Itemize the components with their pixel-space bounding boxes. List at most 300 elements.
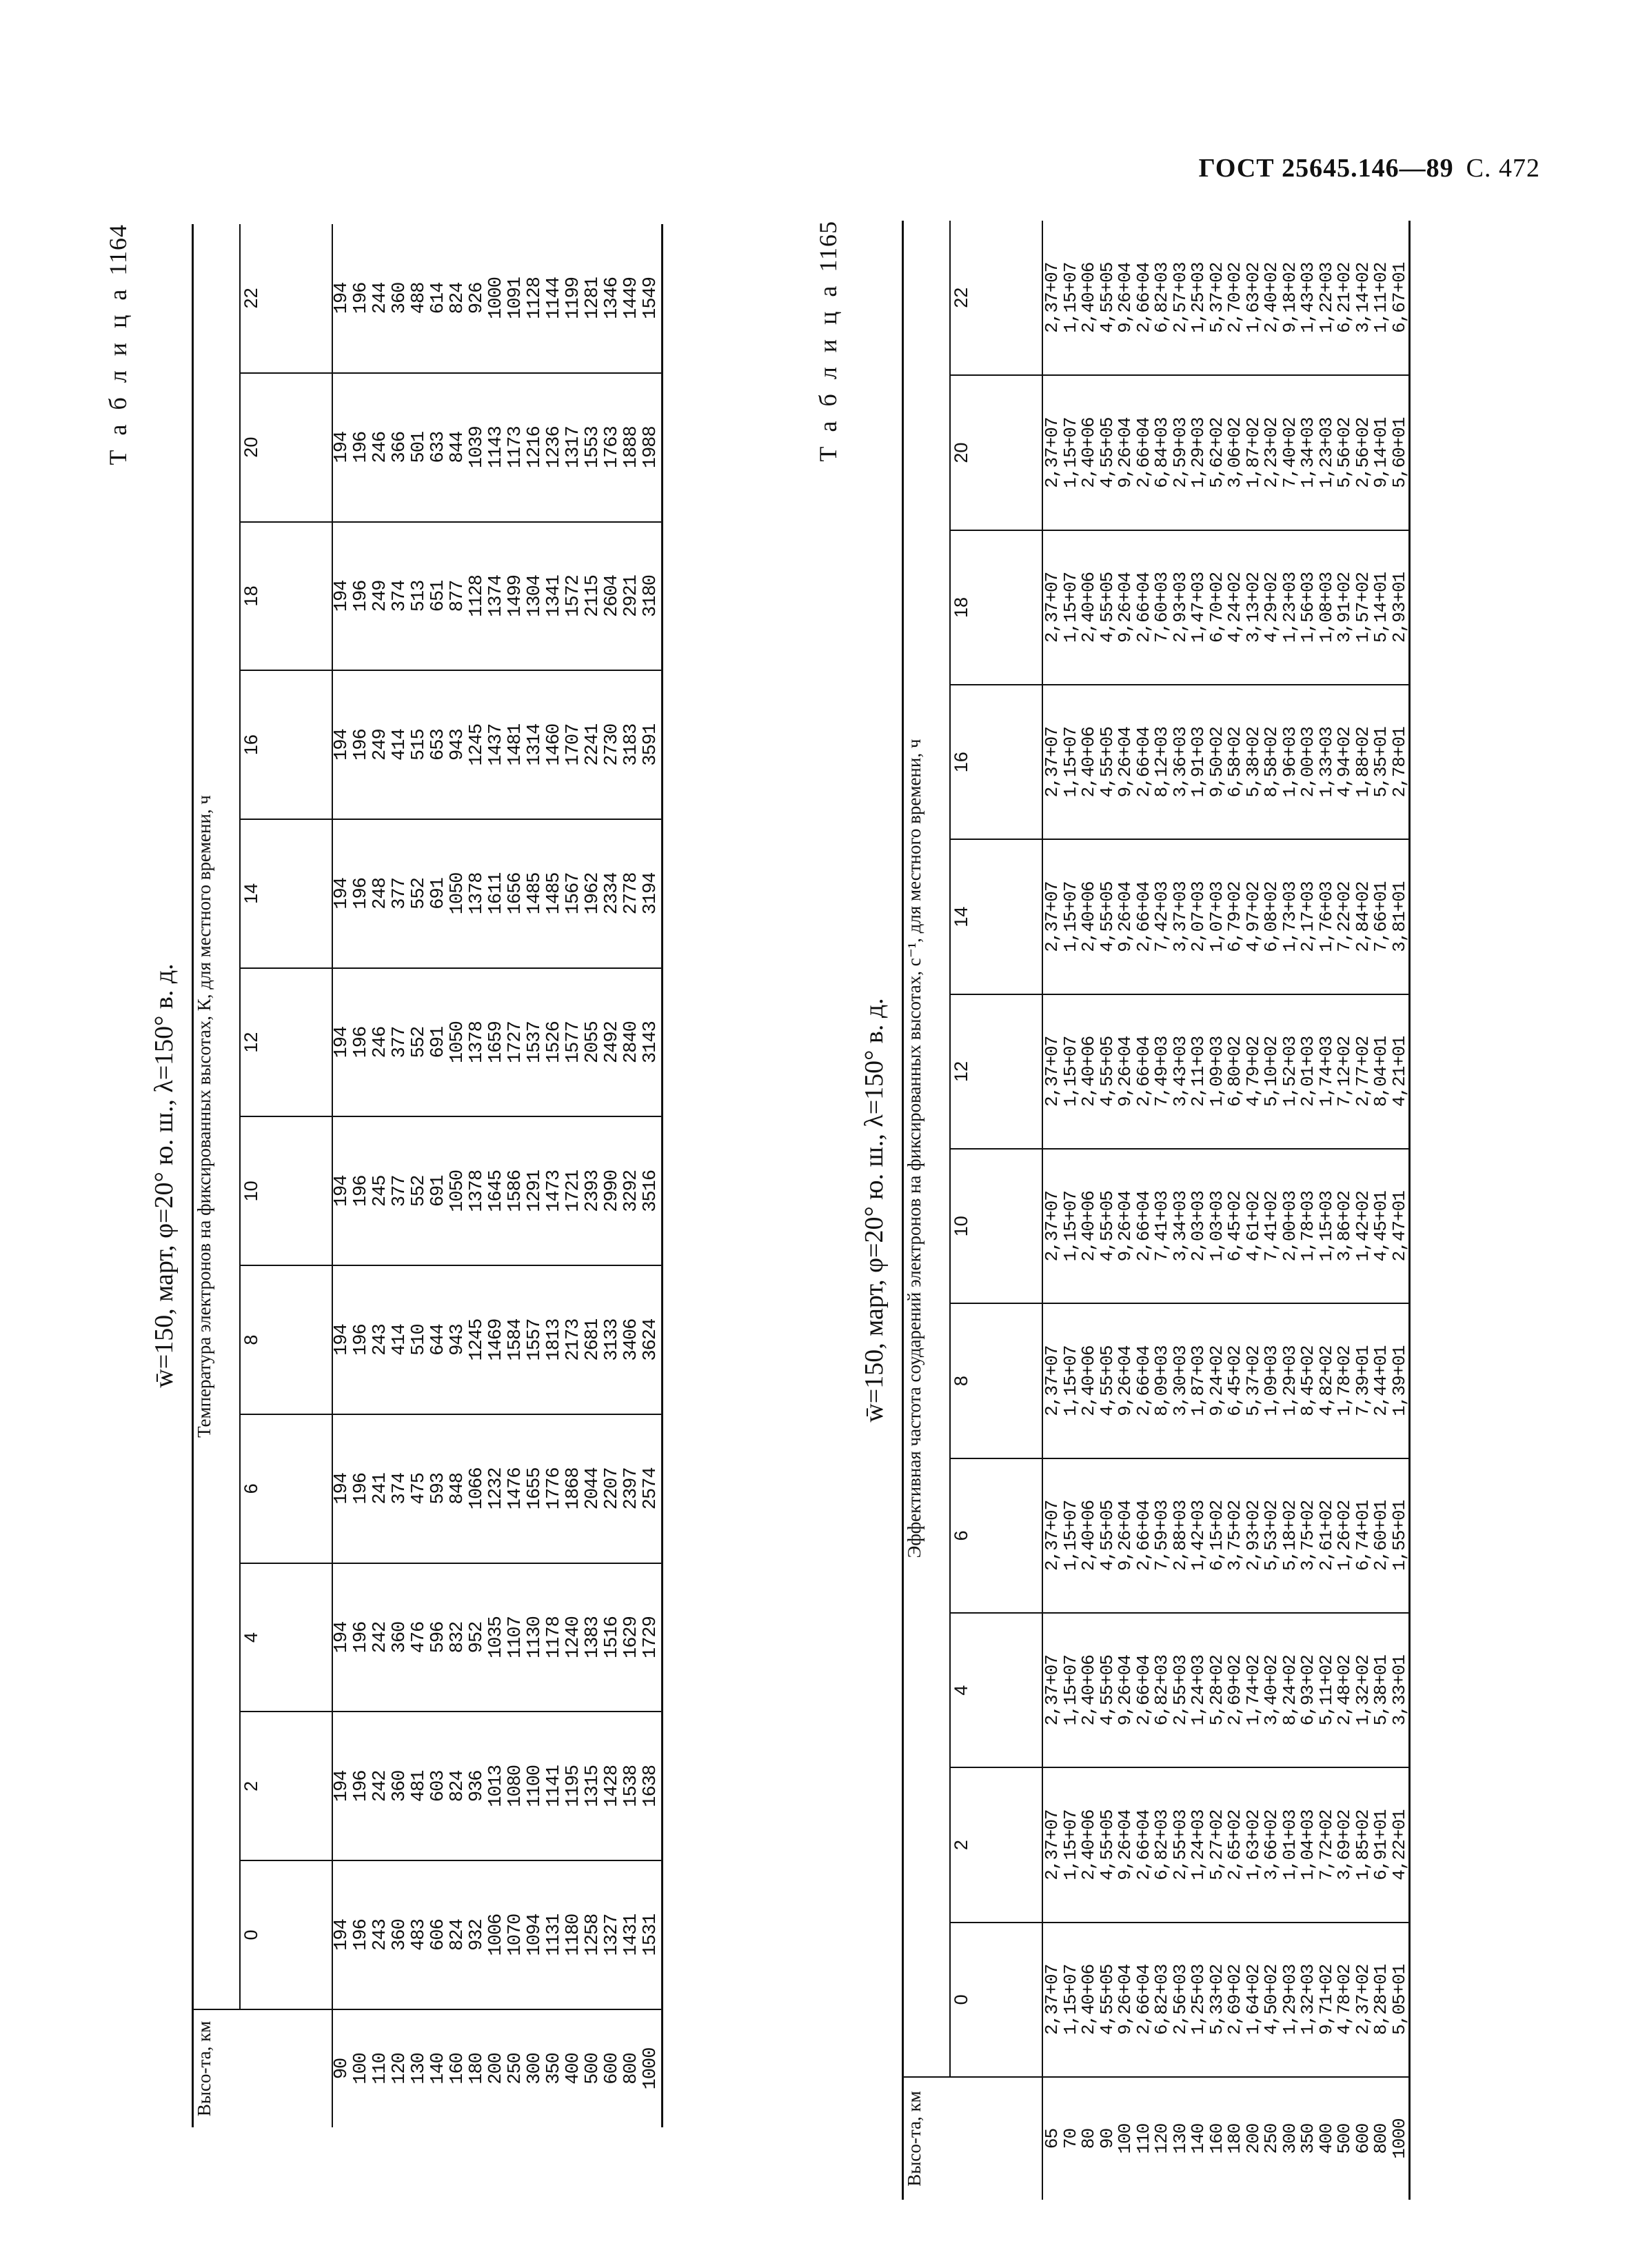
value-cell: 1,15+07 bbox=[1060, 417, 1081, 488]
value-cell: 2,07+03 bbox=[1188, 881, 1209, 952]
value-cell: 2055 bbox=[583, 1021, 603, 1064]
value-cell: 5,38+02 bbox=[1242, 727, 1264, 798]
value-cell: 4,61+02 bbox=[1242, 1191, 1264, 1262]
value-cell: 1232 bbox=[486, 1467, 507, 1510]
time-column-header: 14 bbox=[240, 819, 332, 968]
time-column-header: 20 bbox=[950, 375, 1042, 530]
value-cell: 7,60+03 bbox=[1151, 572, 1172, 643]
value-column bbox=[332, 224, 663, 373]
value-cell: 2,40+06 bbox=[1078, 262, 1099, 333]
value-cell: 3516 bbox=[640, 1170, 661, 1212]
value-cell: 9,26+04 bbox=[1115, 1345, 1135, 1416]
value-cell: 2,56+02 bbox=[1352, 417, 1373, 488]
value-cell: 1173 bbox=[505, 426, 526, 469]
value-cell: 2,40+06 bbox=[1078, 1655, 1099, 1726]
value-cell: 360 bbox=[390, 282, 410, 314]
value-cell: 6,84+03 bbox=[1151, 417, 1172, 488]
value-cell: 194 bbox=[332, 1770, 352, 1803]
value-cell: 501 bbox=[409, 431, 430, 463]
height-cell: 1000 bbox=[1388, 2118, 1410, 2159]
value-cell: 2,40+06 bbox=[1078, 417, 1099, 488]
value-cell: 1,15+07 bbox=[1060, 572, 1081, 643]
time-column-header: 14 bbox=[950, 839, 1042, 994]
value-cell: 1341 bbox=[544, 575, 565, 617]
value-cell: 6,91+01 bbox=[1371, 1809, 1391, 1880]
value-cell: 1,76+03 bbox=[1315, 881, 1337, 952]
height-cell: 160 bbox=[1206, 2123, 1227, 2154]
value-cell: 9,26+04 bbox=[1115, 1500, 1135, 1572]
value-cell: 1485 bbox=[525, 872, 545, 915]
value-cell: 2,66+04 bbox=[1133, 1655, 1154, 1726]
value-cell: 510 bbox=[409, 1324, 430, 1356]
value-cell: 1,11+02 bbox=[1371, 262, 1391, 333]
value-cell: 1236 bbox=[544, 426, 565, 469]
height-cell: 250 bbox=[1261, 2123, 1282, 2154]
value-cell: 824 bbox=[447, 1919, 468, 1951]
value-cell: 377 bbox=[390, 1175, 410, 1207]
value-cell: 2241 bbox=[583, 723, 603, 766]
value-cell: 6,45+02 bbox=[1224, 1191, 1245, 1262]
value-cell: 1094 bbox=[525, 1914, 545, 1956]
value-cell: 1,24+03 bbox=[1188, 1655, 1209, 1726]
value-cell: 5,11+02 bbox=[1315, 1655, 1337, 1726]
value-cell: 1549 bbox=[640, 277, 661, 319]
value-column bbox=[1042, 1303, 1410, 1458]
value-cell: 1,57+02 bbox=[1352, 572, 1373, 643]
value-cell: 2,40+06 bbox=[1078, 572, 1099, 643]
value-cell: 2,37+07 bbox=[1042, 417, 1062, 488]
value-cell: 243 bbox=[370, 1919, 391, 1951]
value-cell: 1,29+03 bbox=[1279, 1345, 1300, 1416]
data-table bbox=[902, 221, 1411, 2200]
value-cell: 1707 bbox=[563, 723, 584, 766]
value-column bbox=[332, 968, 663, 1117]
value-cell: 3,69+02 bbox=[1334, 1809, 1355, 1880]
value-cell: 1291 bbox=[525, 1170, 545, 1212]
value-cell: 2,69+02 bbox=[1224, 1964, 1245, 2036]
value-cell: 1888 bbox=[621, 426, 642, 469]
value-cell: 196 bbox=[351, 1175, 372, 1207]
value-cell: 3,06+02 bbox=[1224, 417, 1245, 488]
value-cell: 1,15+07 bbox=[1060, 881, 1081, 952]
time-column-header: 18 bbox=[950, 530, 1042, 685]
value-cell: 5,33+02 bbox=[1206, 1964, 1227, 2036]
value-cell: 952 bbox=[467, 1621, 487, 1654]
value-cell: 488 bbox=[409, 282, 430, 314]
value-cell: 196 bbox=[351, 878, 372, 910]
value-cell: 5,27+02 bbox=[1206, 1809, 1227, 1880]
value-cell: 2,65+02 bbox=[1224, 1809, 1245, 1880]
time-column-header: 4 bbox=[950, 1613, 1042, 1767]
value-cell: 1317 bbox=[563, 426, 584, 469]
value-column bbox=[1042, 1149, 1410, 1303]
value-cell: 3624 bbox=[640, 1318, 661, 1361]
value-cell: 2,00+03 bbox=[1297, 727, 1318, 798]
value-cell: 6,58+02 bbox=[1224, 727, 1245, 798]
value-cell: 1,25+03 bbox=[1188, 1964, 1209, 2036]
value-cell: 2604 bbox=[602, 575, 623, 617]
table-caption bbox=[814, 221, 842, 461]
height-cell: 600 bbox=[602, 2053, 623, 2085]
value-cell: 3591 bbox=[640, 723, 661, 766]
value-cell: 4,50+02 bbox=[1261, 1964, 1282, 2036]
value-cell: 6,70+02 bbox=[1206, 572, 1227, 643]
value-cell: 1,85+02 bbox=[1352, 1809, 1373, 1880]
height-cell: 120 bbox=[390, 2053, 410, 2085]
value-cell: 1,63+02 bbox=[1242, 1809, 1264, 1880]
value-cell: 1431 bbox=[621, 1914, 642, 1956]
height-cell: 80 bbox=[1078, 2128, 1099, 2149]
value-cell: 1473 bbox=[544, 1170, 565, 1212]
value-cell: 1638 bbox=[640, 1765, 661, 1807]
time-column-header: 12 bbox=[950, 994, 1042, 1149]
height-cell: 130 bbox=[1169, 2123, 1191, 2154]
value-cell: 248 bbox=[370, 878, 391, 910]
value-cell: 5,62+02 bbox=[1206, 417, 1227, 488]
value-cell: 1,25+03 bbox=[1188, 262, 1209, 333]
value-cell: 1813 bbox=[544, 1318, 565, 1361]
value-cell: 2,40+02 bbox=[1261, 262, 1282, 333]
value-cell: 3,81+01 bbox=[1388, 881, 1410, 952]
value-cell: 475 bbox=[409, 1473, 430, 1505]
value-cell: 194 bbox=[332, 878, 352, 910]
value-column bbox=[332, 1265, 663, 1414]
value-cell: 1437 bbox=[486, 723, 507, 766]
value-cell: 2173 bbox=[563, 1318, 584, 1361]
value-cell: 8,45+02 bbox=[1297, 1345, 1318, 1416]
value-cell: 691 bbox=[428, 1175, 449, 1207]
height-cell: 600 bbox=[1352, 2123, 1373, 2154]
value-cell: 1314 bbox=[525, 723, 545, 766]
value-cell: 360 bbox=[390, 1621, 410, 1654]
value-cell: 6,93+02 bbox=[1297, 1655, 1318, 1726]
value-cell: 9,26+04 bbox=[1115, 572, 1135, 643]
value-column bbox=[1042, 994, 1410, 1149]
value-cell: 1131 bbox=[544, 1914, 565, 1956]
value-cell: 603 bbox=[428, 1770, 449, 1803]
value-cell: 3,66+02 bbox=[1261, 1809, 1282, 1880]
value-cell: 481 bbox=[409, 1770, 430, 1803]
value-cell: 2,40+06 bbox=[1078, 1500, 1099, 1572]
value-cell: 1476 bbox=[505, 1467, 526, 1510]
value-cell: 877 bbox=[447, 580, 468, 612]
height-cell: 200 bbox=[486, 2053, 507, 2085]
time-column-header: 22 bbox=[950, 221, 1042, 375]
value-cell: 9,14+01 bbox=[1371, 417, 1391, 488]
value-cell: 2,37+07 bbox=[1042, 1191, 1062, 1262]
value-cell: 3,13+02 bbox=[1242, 572, 1264, 643]
value-cell: 3,43+03 bbox=[1169, 1036, 1191, 1107]
value-cell: 1216 bbox=[525, 426, 545, 469]
value-cell: 1,96+03 bbox=[1279, 727, 1300, 798]
value-cell: 1,87+03 bbox=[1188, 1345, 1209, 1416]
value-cell: 1,15+07 bbox=[1060, 1500, 1081, 1572]
height-cell: 1000 bbox=[640, 2047, 661, 2090]
value-cell: 2,37+07 bbox=[1042, 262, 1062, 333]
value-cell: 2,40+06 bbox=[1078, 1345, 1099, 1416]
value-cell: 7,41+02 bbox=[1261, 1191, 1282, 1262]
value-cell: 2334 bbox=[602, 872, 623, 915]
value-cell: 1,34+03 bbox=[1297, 417, 1318, 488]
value-cell: 196 bbox=[351, 1621, 372, 1654]
value-cell: 2,37+07 bbox=[1042, 1036, 1062, 1107]
value-cell: 9,26+04 bbox=[1115, 1809, 1135, 1880]
value-cell: 1,42+03 bbox=[1188, 1500, 1209, 1572]
value-cell: 515 bbox=[409, 729, 430, 761]
height-cell: 110 bbox=[370, 2053, 391, 2085]
value-cell: 2,84+02 bbox=[1352, 881, 1373, 952]
value-cell: 1,15+07 bbox=[1060, 1809, 1081, 1880]
value-cell: 1727 bbox=[505, 1021, 526, 1064]
value-cell: 2921 bbox=[621, 575, 642, 617]
value-cell: 1091 bbox=[505, 277, 526, 319]
value-cell: 2,40+06 bbox=[1078, 1964, 1099, 2036]
value-cell: 2681 bbox=[583, 1318, 603, 1361]
value-cell: 2840 bbox=[621, 1021, 642, 1064]
value-column bbox=[1042, 685, 1410, 839]
value-cell: 1,24+03 bbox=[1188, 1809, 1209, 1880]
value-cell: 1,64+02 bbox=[1242, 1964, 1264, 2036]
value-cell: 691 bbox=[428, 1026, 449, 1058]
value-cell: 377 bbox=[390, 1026, 410, 1058]
value-cell: 2,47+01 bbox=[1388, 1191, 1410, 1262]
value-cell: 194 bbox=[332, 1026, 352, 1058]
value-cell: 6,45+02 bbox=[1224, 1345, 1245, 1416]
value-cell: 9,50+02 bbox=[1206, 727, 1227, 798]
height-cell: 90 bbox=[1096, 2128, 1118, 2149]
height-cell: 70 bbox=[1060, 2128, 1081, 2149]
height-cell: 65 bbox=[1042, 2128, 1062, 2149]
value-cell: 5,10+02 bbox=[1261, 1036, 1282, 1107]
value-cell: 1,22+03 bbox=[1315, 262, 1337, 333]
value-cell: 1,15+03 bbox=[1315, 1191, 1337, 1262]
time-column-header: 6 bbox=[240, 1414, 332, 1563]
value-cell: 1,09+03 bbox=[1261, 1345, 1282, 1416]
value-cell: 1586 bbox=[505, 1170, 526, 1212]
value-cell: 4,79+02 bbox=[1242, 1036, 1264, 1107]
value-cell: 1,07+03 bbox=[1206, 881, 1227, 952]
value-cell: 9,26+04 bbox=[1115, 1655, 1135, 1726]
value-cell: 196 bbox=[351, 729, 372, 761]
value-cell: 4,55+05 bbox=[1096, 1191, 1118, 1262]
value-cell: 3133 bbox=[602, 1318, 623, 1361]
height-cell: 90 bbox=[332, 2058, 352, 2080]
value-cell: 6,82+03 bbox=[1151, 1655, 1172, 1726]
value-cell: 1141 bbox=[544, 1765, 565, 1807]
value-cell: 1729 bbox=[640, 1616, 661, 1658]
value-cell: 4,82+02 bbox=[1315, 1345, 1337, 1416]
height-cell: 130 bbox=[409, 2053, 430, 2085]
table-label: Т а б л и ц а bbox=[104, 285, 132, 465]
value-cell: 4,55+05 bbox=[1096, 727, 1118, 798]
value-cell: 1006 bbox=[486, 1914, 507, 1956]
value-column bbox=[332, 819, 663, 968]
value-cell: 8,24+02 bbox=[1279, 1655, 1300, 1726]
value-cell: 1,15+07 bbox=[1060, 1191, 1081, 1262]
value-cell: 6,82+03 bbox=[1151, 262, 1172, 333]
value-cell: 2,66+04 bbox=[1133, 881, 1154, 952]
value-cell: 1,74+02 bbox=[1242, 1655, 1264, 1726]
time-column-header: 8 bbox=[240, 1265, 332, 1414]
height-cell: 100 bbox=[351, 2053, 372, 2085]
value-cell: 2,60+01 bbox=[1371, 1500, 1391, 1572]
value-cell: 243 bbox=[370, 1324, 391, 1356]
time-column-header: 0 bbox=[240, 1860, 332, 2009]
value-cell: 1537 bbox=[525, 1021, 545, 1064]
time-column-header: 12 bbox=[240, 968, 332, 1117]
value-cell: 1143 bbox=[486, 426, 507, 469]
height-cell: 350 bbox=[544, 2053, 565, 2085]
value-cell: 1577 bbox=[563, 1021, 584, 1064]
value-cell: 194 bbox=[332, 580, 352, 612]
value-cell: 1557 bbox=[525, 1318, 545, 1361]
value-cell: 2,66+04 bbox=[1133, 262, 1154, 333]
value-cell: 2,44+01 bbox=[1371, 1345, 1391, 1416]
value-cell: 4,55+05 bbox=[1096, 572, 1118, 643]
value-cell: 374 bbox=[390, 580, 410, 612]
value-cell: 1485 bbox=[544, 872, 565, 915]
value-cell: 1611 bbox=[486, 872, 507, 915]
value-cell: 196 bbox=[351, 431, 372, 463]
value-cell: 1346 bbox=[602, 277, 623, 319]
value-cell: 3,91+02 bbox=[1334, 572, 1355, 643]
value-column bbox=[332, 1563, 663, 1712]
value-cell: 596 bbox=[428, 1621, 449, 1654]
value-cell: 653 bbox=[428, 729, 449, 761]
value-cell: 9,24+02 bbox=[1206, 1345, 1227, 1416]
value-cell: 1,47+03 bbox=[1188, 572, 1209, 643]
value-cell: 1378 bbox=[467, 1021, 487, 1064]
value-cell: 4,55+05 bbox=[1096, 417, 1118, 488]
time-column-header: 0 bbox=[950, 1923, 1042, 2077]
value-cell: 1567 bbox=[563, 872, 584, 915]
value-column bbox=[332, 522, 663, 671]
value-cell: 1013 bbox=[486, 1765, 507, 1807]
height-cell: 350 bbox=[1297, 2123, 1318, 2154]
value-cell: 2,37+07 bbox=[1042, 1809, 1062, 1880]
value-cell: 4,55+05 bbox=[1096, 1655, 1118, 1726]
value-cell: 943 bbox=[447, 729, 468, 761]
height-cell: 200 bbox=[1242, 2123, 1264, 2154]
value-cell: 1,73+03 bbox=[1279, 881, 1300, 952]
value-column bbox=[332, 373, 663, 522]
value-cell: 1245 bbox=[467, 1318, 487, 1361]
value-cell: 2,55+03 bbox=[1169, 1655, 1191, 1726]
value-cell: 1050 bbox=[447, 1021, 468, 1064]
value-cell: 6,82+03 bbox=[1151, 1809, 1172, 1880]
value-cell: 360 bbox=[390, 1919, 410, 1951]
value-cell: 4,29+02 bbox=[1261, 572, 1282, 643]
standard-code: ГОСТ 25645.146—89 bbox=[1198, 154, 1454, 183]
height-cell: 800 bbox=[621, 2053, 642, 2085]
value-cell: 242 bbox=[370, 1621, 391, 1654]
table-subtitle: w̄=150, март, φ=20° ю. ш., λ=150° в. д. bbox=[860, 998, 889, 1423]
value-cell: 1516 bbox=[602, 1616, 623, 1658]
value-cell: 360 bbox=[390, 1770, 410, 1803]
value-cell: 4,78+02 bbox=[1334, 1964, 1355, 2036]
value-cell: 2,66+04 bbox=[1133, 572, 1154, 643]
value-cell: 2,70+02 bbox=[1224, 262, 1245, 333]
value-cell: 2207 bbox=[602, 1467, 623, 1510]
value-cell: 2,93+02 bbox=[1242, 1500, 1264, 1572]
height-cell: 140 bbox=[1188, 2123, 1209, 2154]
height-column-header: Высо-та, км bbox=[193, 2009, 333, 2127]
value-cell: 1195 bbox=[563, 1765, 584, 1807]
value-cell: 2397 bbox=[621, 1467, 642, 1510]
value-cell: 1107 bbox=[505, 1616, 526, 1658]
value-cell: 3,33+01 bbox=[1388, 1655, 1410, 1726]
value-cell: 7,12+02 bbox=[1334, 1036, 1355, 1107]
value-cell: 844 bbox=[447, 431, 468, 463]
time-column-header: 16 bbox=[240, 670, 332, 819]
value-cell: 4,21+01 bbox=[1388, 1036, 1410, 1107]
value-cell: 7,66+01 bbox=[1371, 881, 1391, 952]
value-column bbox=[1042, 839, 1410, 994]
value-cell: 244 bbox=[370, 282, 391, 314]
value-cell: 7,39+01 bbox=[1352, 1345, 1373, 1416]
value-cell: 4,55+05 bbox=[1096, 1500, 1118, 1572]
value-cell: 1,87+02 bbox=[1242, 417, 1264, 488]
table-1165 bbox=[902, 221, 1544, 2200]
value-cell: 6,15+02 bbox=[1206, 1500, 1227, 1572]
value-cell: 3183 bbox=[621, 723, 642, 766]
value-cell: 1,78+03 bbox=[1297, 1191, 1318, 1262]
time-column-header: 18 bbox=[240, 522, 332, 671]
value-cell: 1656 bbox=[505, 872, 526, 915]
value-cell: 552 bbox=[409, 878, 430, 910]
value-cell: 8,28+01 bbox=[1371, 1964, 1391, 2036]
value-cell: 1,23+03 bbox=[1315, 417, 1337, 488]
value-column bbox=[1042, 1613, 1410, 1767]
value-cell: 249 bbox=[370, 580, 391, 612]
table-subtitle: w̄=150, март, φ=20° ю. ш., λ=150° в. д. bbox=[150, 963, 179, 1388]
value-cell: 1,43+03 bbox=[1297, 262, 1318, 333]
value-cell: 2,40+06 bbox=[1078, 727, 1099, 798]
value-cell: 4,22+01 bbox=[1388, 1809, 1410, 1880]
value-cell: 194 bbox=[332, 729, 352, 761]
value-cell: 2,78+01 bbox=[1388, 727, 1410, 798]
value-cell: 196 bbox=[351, 282, 372, 314]
value-cell: 4,45+01 bbox=[1371, 1191, 1391, 1262]
value-cell: 2,61+02 bbox=[1315, 1500, 1337, 1572]
value-cell: 2,48+02 bbox=[1334, 1655, 1355, 1726]
value-cell: 2,37+02 bbox=[1352, 1964, 1373, 2036]
value-cell: 4,55+05 bbox=[1096, 881, 1118, 952]
value-cell: 4,55+05 bbox=[1096, 1345, 1118, 1416]
value-cell: 848 bbox=[447, 1473, 468, 1505]
table-caption bbox=[103, 224, 132, 465]
value-cell: 1,52+03 bbox=[1279, 1036, 1300, 1107]
value-cell: 249 bbox=[370, 729, 391, 761]
value-cell: 414 bbox=[390, 729, 410, 761]
value-cell: 3,30+03 bbox=[1169, 1345, 1191, 1416]
value-cell: 2,01+03 bbox=[1297, 1036, 1318, 1107]
value-cell: 9,26+04 bbox=[1115, 881, 1135, 952]
value-cell: 1000 bbox=[486, 277, 507, 319]
value-column bbox=[1042, 1458, 1410, 1613]
value-cell: 1315 bbox=[583, 1765, 603, 1807]
value-cell: 194 bbox=[332, 282, 352, 314]
height-cell: 400 bbox=[1315, 2123, 1337, 2154]
value-cell: 2,88+03 bbox=[1169, 1500, 1191, 1572]
value-cell: 2,17+03 bbox=[1297, 881, 1318, 952]
value-cell: 5,14+01 bbox=[1371, 572, 1391, 643]
value-cell: 2393 bbox=[583, 1170, 603, 1212]
value-cell: 1,15+07 bbox=[1060, 262, 1081, 333]
value-cell: 513 bbox=[409, 580, 430, 612]
value-cell: 1180 bbox=[563, 1914, 584, 1956]
value-cell: 476 bbox=[409, 1621, 430, 1654]
